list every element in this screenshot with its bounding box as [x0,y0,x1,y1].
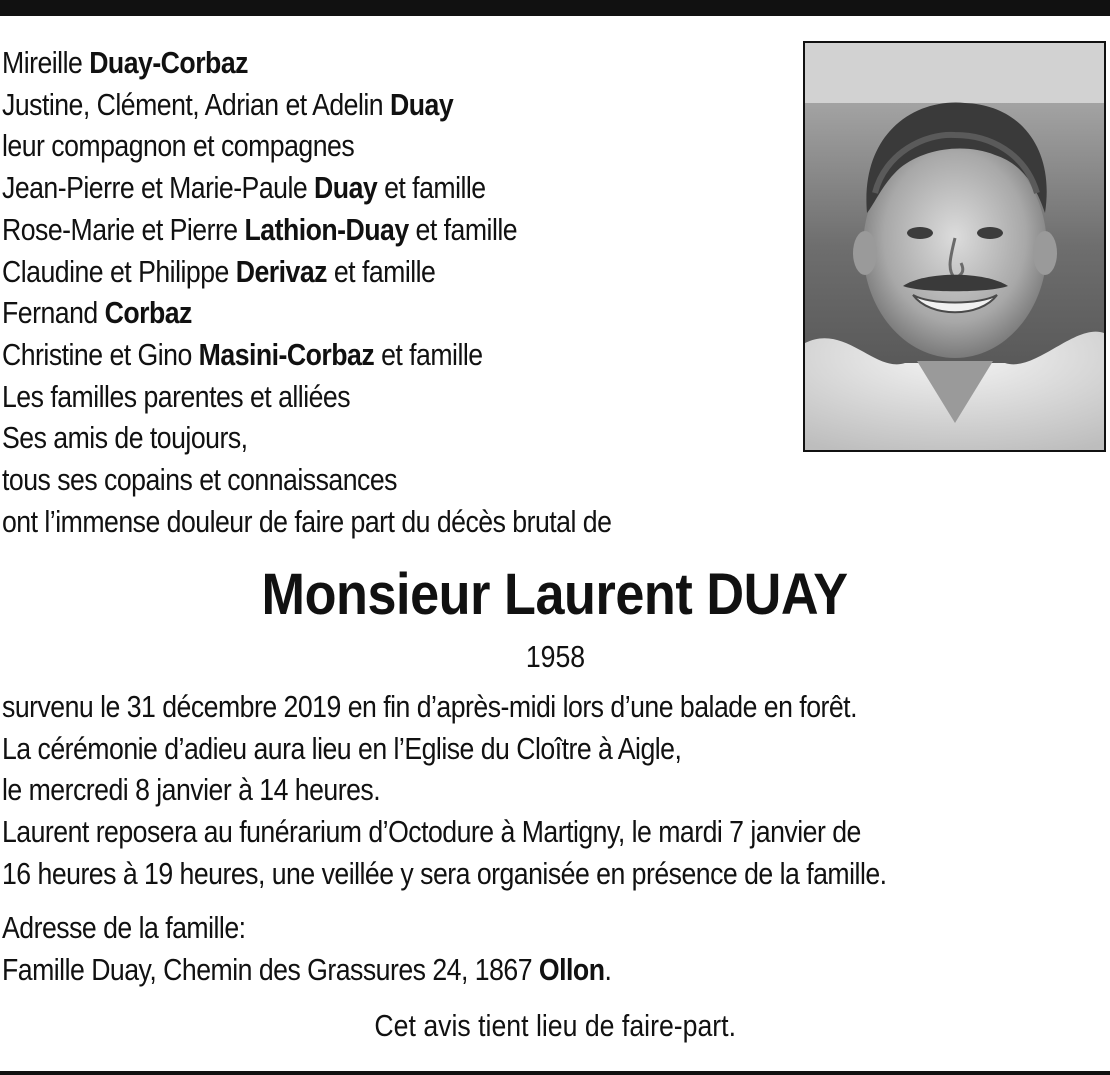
details-line: survenu le 31 décembre 2019 en fin d’après-midi lors d’une balade en forêt. [2,689,857,724]
details-line: La cérémonie d’adieu aura lieu en l’Eglise du Cloître à Aigle, [2,730,682,766]
details-line: le mercredi 8 janvier à 14 heures. [2,772,381,808]
birth-year: 1958 [525,639,585,674]
address-label: Adresse de la famille: [2,910,246,945]
portrait-illustration [805,43,1104,450]
family-address [2,907,862,990]
bottom-rule [0,1071,1110,1075]
deceased-name: Monsieur Laurent DUAY [261,562,849,627]
family-line: Ses amis de toujours, [2,420,248,456]
family-line: Mireille Duay-Corbaz [2,45,248,80]
family-line: ont l’immense douleur de faire part du décès brutal de [2,503,612,539]
details-text [2,686,1086,895]
family-line: Les familles parentes et alliées [2,378,351,414]
details-line: 16 heures à 19 heures, une veillée y sera organisée en présence de la famille. [2,855,887,891]
family-line: Fernand Corbaz [2,295,192,331]
family-line: Rose-Marie et Pierre Lathion-Duay et famille [2,211,518,247]
portrait-photo [803,41,1106,452]
family-line: Jean-Pierre et Marie-Paule Duay et famille [2,170,486,206]
family-line: leur compagnon et compagnes [2,128,355,164]
family-line: Justine, Clément, Adrian et Adelin Duay [2,86,454,122]
family-line: Claudine et Philippe Derivaz et famille [2,253,436,289]
top-rule [0,0,1110,16]
family-list [2,42,681,542]
address-line: Famille Duay, Chemin des Grassures 24, 1867 Ollon. [2,951,612,987]
family-line: tous ses copains et connaissances [2,462,397,498]
family-line: Christine et Gino Masini-Corbaz et famille [2,336,483,372]
closing-note: Cet avis tient lieu de faire-part. [374,1008,736,1043]
details-line: Laurent reposera au funérarium d’Octodure à Martigny, le mardi 7 janvier de [2,814,861,850]
